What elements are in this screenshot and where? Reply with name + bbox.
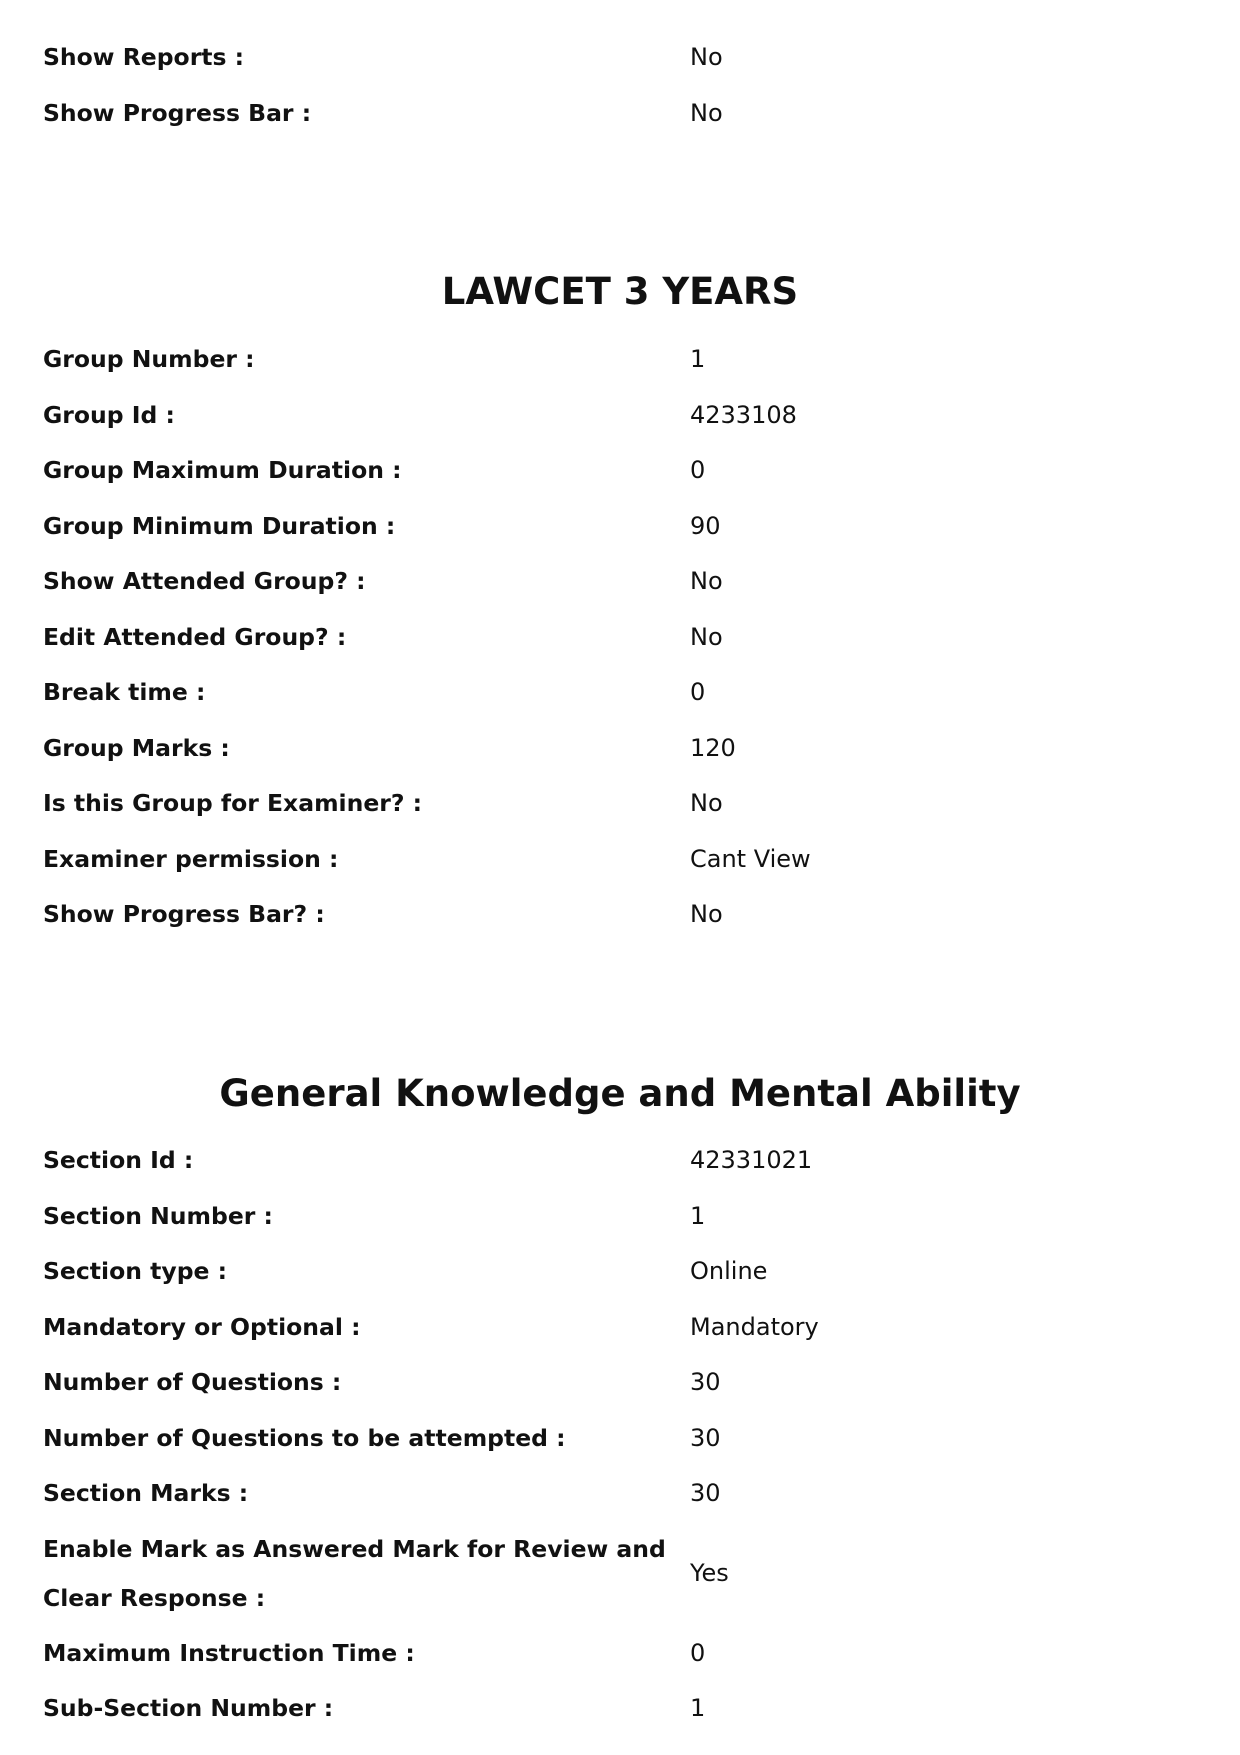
field-value: Cant View: [690, 844, 811, 873]
field-label: Number of Questions :: [43, 1368, 342, 1397]
table-row: [43, 610, 1193, 666]
field-value: 30: [690, 1479, 721, 1508]
table-row: [43, 832, 1193, 888]
table-row: [43, 1466, 1193, 1522]
field-label: Section Number :: [43, 1201, 273, 1230]
table-row: [43, 1522, 1193, 1626]
field-label: Group Minimum Duration :: [43, 511, 396, 540]
field-label: Show Reports :: [43, 43, 245, 72]
field-value: 0: [690, 456, 706, 485]
table-row: [43, 1411, 1193, 1467]
field-value: Yes: [690, 1559, 729, 1587]
field-label: Show Attended Group? :: [43, 567, 366, 596]
field-value: Online: [690, 1257, 768, 1286]
group-details-table: [43, 332, 1193, 943]
field-value: 42331021: [690, 1146, 813, 1175]
field-value: 1: [690, 1694, 706, 1723]
table-row: [43, 30, 1193, 86]
field-label: Group Id :: [43, 400, 175, 429]
field-label: Section Id :: [43, 1146, 194, 1175]
field-value: No: [690, 622, 723, 651]
field-label: Section type :: [43, 1257, 228, 1286]
table-row: [43, 665, 1193, 721]
field-label: Mandatory or Optional :: [43, 1312, 361, 1341]
table-row: [43, 1355, 1193, 1411]
field-label: Maximum Instruction Time :: [43, 1638, 415, 1667]
table-row: [43, 1189, 1193, 1245]
field-label: Break time :: [43, 678, 206, 707]
field-label: Group Marks :: [43, 733, 230, 762]
section-details-table: [43, 1133, 1193, 1737]
table-row: [43, 1244, 1193, 1300]
field-value: 0: [690, 1638, 706, 1667]
field-label: Group Number :: [43, 345, 255, 374]
table-row: [43, 86, 1193, 142]
table-row: [43, 388, 1193, 444]
field-value: 120: [690, 733, 736, 762]
field-value: 0: [690, 678, 706, 707]
table-row: [43, 443, 1193, 499]
field-label: Edit Attended Group? :: [43, 622, 347, 651]
table-row: [43, 554, 1193, 610]
field-label: Is this Group for Examiner? :: [43, 789, 423, 818]
field-value: No: [690, 789, 723, 818]
field-label: Show Progress Bar? :: [43, 900, 325, 929]
table-row: [43, 332, 1193, 388]
table-row: [43, 887, 1193, 943]
table-row: [43, 1133, 1193, 1189]
field-value: No: [690, 567, 723, 596]
field-label: Number of Questions to be attempted :: [43, 1423, 566, 1452]
field-value: No: [690, 43, 723, 72]
section-title: General Knowledge and Mental Ability: [219, 1072, 1021, 1115]
field-label: Examiner permission :: [43, 844, 339, 873]
table-row: [43, 1300, 1193, 1356]
field-label: Sub-Section Number :: [43, 1694, 334, 1723]
table-row: [43, 721, 1193, 777]
field-value: No: [690, 900, 723, 929]
field-value: 4233108: [690, 400, 797, 429]
table-row: [43, 499, 1193, 555]
table-row: [43, 776, 1193, 832]
field-value: 30: [690, 1423, 721, 1452]
group-title: LAWCET 3 YEARS: [441, 270, 799, 313]
field-label: Enable Mark as Answered Mark for Review and Clear Response :: [43, 1534, 666, 1612]
field-label: Show Progress Bar :: [43, 98, 312, 127]
field-value: 1: [690, 1201, 706, 1230]
table-row: [43, 1681, 1193, 1737]
field-value: Mandatory: [690, 1312, 819, 1341]
field-label: Group Maximum Duration :: [43, 456, 402, 485]
field-value: 90: [690, 511, 721, 540]
table-row: [43, 1626, 1193, 1682]
field-value: 1: [690, 345, 706, 374]
field-value: No: [690, 98, 723, 127]
field-value: 30: [690, 1368, 721, 1397]
top-settings-table: [43, 30, 1193, 141]
field-label: Section Marks :: [43, 1479, 249, 1508]
